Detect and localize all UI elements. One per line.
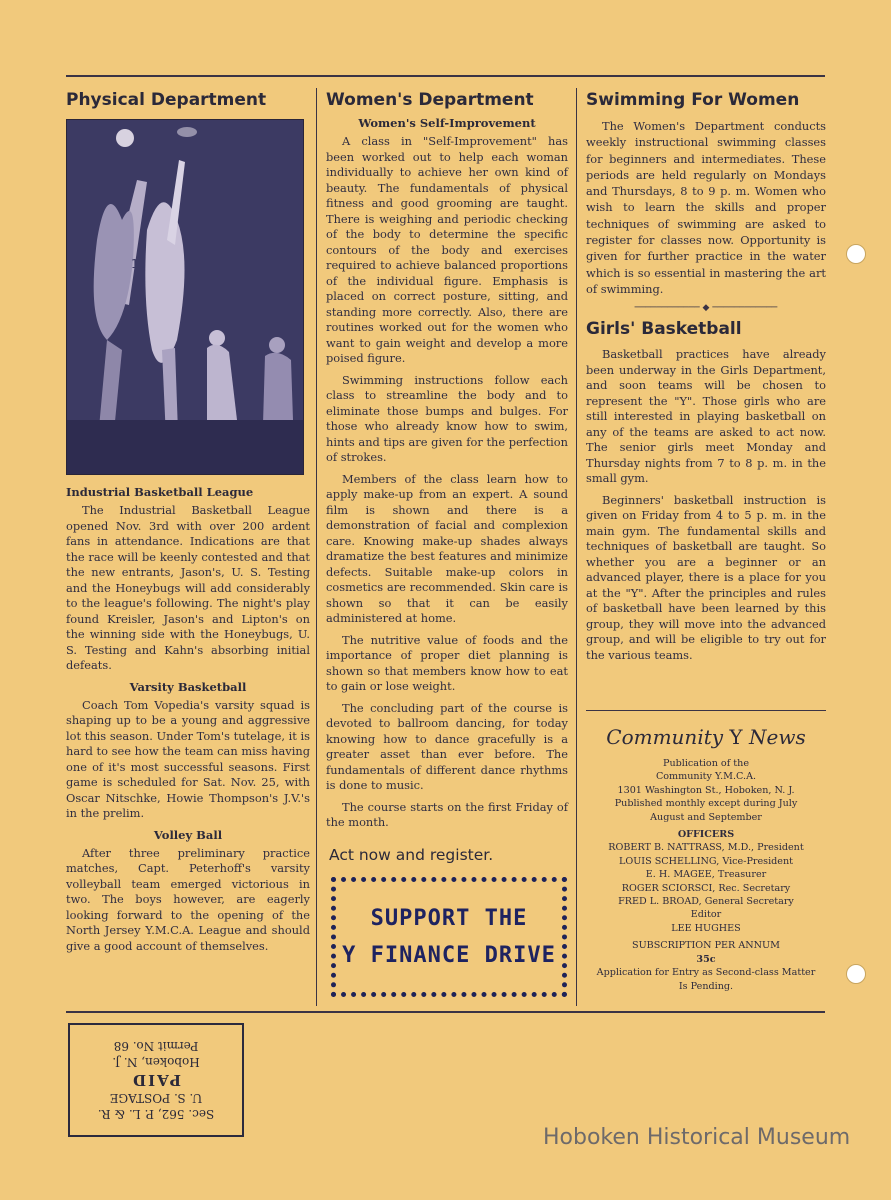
masthead-rule xyxy=(586,710,826,711)
physical-department-column xyxy=(66,90,310,960)
finance-drive-line-1: SUPPORT THE xyxy=(370,906,528,931)
postage-permit-box xyxy=(68,1023,244,1137)
womens-paragraph-4: The nutritive value of foods and the importance of proper diet planning is shown so that members know how to eat to gain or lose weight. xyxy=(326,632,568,693)
entry-notice-2: Is Pending. xyxy=(678,980,734,992)
womens-heading: Women's Department xyxy=(326,90,534,110)
publication-of: Publication of the xyxy=(662,758,750,769)
varsity-subhead: Varsity Basketball xyxy=(129,679,247,694)
organization-address: 1301 Washington St., Hoboken, N. J. xyxy=(617,784,795,796)
editor-name: LEE HUGHES xyxy=(671,922,741,934)
top-rule xyxy=(66,75,825,77)
womens-department-column xyxy=(326,90,568,837)
finance-drive-box xyxy=(331,877,567,997)
publishing-schedule-1: Published monthly except during July xyxy=(614,798,798,810)
masthead-title-part3: News xyxy=(748,725,806,749)
officer-3: E. H. MAGEE, Treasurer xyxy=(645,869,767,881)
womens-paragraph-2: Swimming instructions follow each class to streamline the body and to eliminate those bumps and bulges. For those who already know how to swim, hints and tips are given for the perfection of strokes. xyxy=(326,372,568,464)
womens-paragraph-3: Members of the class learn how to apply make-up from an expert. A sound film is shown and there is a demonstration of facial and complexion care. Knowing make-up shades always dramatize the best features and minimize defects. Suitable make-up colors in cosmetics are recommended. Skin care is shown so that it can be easily administered at home. xyxy=(326,471,568,625)
volley-subhead: Volley Ball xyxy=(153,827,223,842)
physical-heading: Physical Department xyxy=(66,90,267,110)
masthead-title-part1: Community xyxy=(606,725,724,749)
postage-line-1: Sec. 562, P. L. & R. xyxy=(97,1107,215,1121)
postage-line-4: Hoboken, N. J. xyxy=(112,1055,200,1069)
punch-hole-bottom xyxy=(846,964,866,984)
girls-paragraph-1: Basketball practices have already been underway in the Girls Department, and soon teams will be chosen to represent the "Y". Those girls who are still interested in playing basketball on any of the teams are asked to act now. The senior girls meet Monday and Thursday nights from 7 to 8 p. m. in the small gym. xyxy=(586,347,826,486)
self-improvement-subhead: Women's Self-Improvement xyxy=(358,116,536,130)
column-divider-1 xyxy=(316,88,317,1006)
editor-label: Editor xyxy=(690,909,722,921)
postage-line-5: Permit No. 68 xyxy=(113,1039,199,1053)
officer-5: FRED L. BROAD, General Secretary xyxy=(618,896,794,908)
subscription-label: SUBSCRIPTION PER ANNUM xyxy=(632,940,780,952)
publishing-schedule-2: August and September xyxy=(650,811,762,823)
svg-text:15: 15 xyxy=(131,257,147,271)
league-text: The Industrial Basketball League opened Nov. 3rd with over 200 ardent fans in attendance. Indications are that the race will be keenly contested and that the new entrants, Jason's, U. S. Testing and the Honeybugs will add considerably to the league's following. The night's play found Kreisler, Jason's and Lipton's on the winning side with the Honeybugs, U. S. Testing and Kahn's absorbing initial defeats. xyxy=(66,503,310,672)
masthead-block xyxy=(586,710,826,993)
officer-4: ROGER SCIORSCI, Rec. Secretary xyxy=(621,882,791,894)
finance-drive-line-2: Y FINANCE DRIVE xyxy=(342,943,556,968)
museum-watermark: Hoboken Historical Museum xyxy=(543,1125,851,1150)
right-column xyxy=(586,90,826,669)
subscription-price: 35c xyxy=(696,953,716,965)
womens-paragraph-5: The concluding part of the course is devoted to ballroom dancing, for today knowing how to dance gracefully is a greater asset than ever before. The fundamentals of different dance rhythms is done to music. xyxy=(326,700,568,792)
womens-paragraph-1: A class in "Self-Improvement" has been worked out to help each woman individually to achieve her own kind of beauty. The fundamentals of physical fitness and good grooming are taught. There is weighing and periodic checking of the body to determine the specific contours of the body and exercises required to achieve balanced proportions of the individual figure. Emphasis is placed on correct posture, sitting, and standing more correctly. Also, there are routines worked out for the women who want to gain weight and develop a more poised figure. xyxy=(326,134,568,365)
bottom-rule xyxy=(66,1011,825,1013)
entry-notice-1: Application for Entry as Second-class Matter xyxy=(596,967,816,979)
varsity-text: Coach Tom Vopedia's varsity squad is shaping up to be a young and aggressive lot this season. Under Tom's tutelage, it is hard to see how the team can miss having one of it's most successful seasons. First game is scheduled for Sat. Nov. 25, with Oscar Nitschke, Howie Thompson's J.V.'s in the prelim. xyxy=(66,697,310,820)
swimming-text: The Women's Department conducts weekly instructional swimming classes for beginners and intermediates. These periods are held regularly on Mondays and Thursdays, 8 to 9 p. m. Women who wish to learn the skills and proper techniques of swimming are asked to register for classes now. Opportunity is given for further practice in the water which is so essential in mastering the art of swimming. xyxy=(586,119,826,296)
organization-name: Community Y.M.C.A. xyxy=(655,771,757,783)
swimming-heading: Swimming For Women xyxy=(586,90,800,110)
girls-paragraph-2: Beginners' basketball instruction is given on Friday from 4 to 5 p. m. in the main gym. The fundamental skills and techniques of basketball are taught. So whether you are a beginner or an advanced player, there is a place for you at the "Y". After the principles and rules of basketball have been learned by this group, they will move into the advanced group, and will be eligible to try out for the various teams. xyxy=(586,492,826,662)
volley-text: After three preliminary practice matches, Capt. Peterhoff's varsity volleyball team emerged victorious in two. The boys however, are eagerly looking forward to the opening of the North Jersey Y.M.C.A. League and should give a good account of themselves. xyxy=(66,845,310,953)
officer-2: LOUIS SCHELLING, Vice-President xyxy=(618,855,794,867)
basketball-photo-illustration xyxy=(67,120,303,474)
womens-paragraph-6: The course starts on the first Friday of the month. xyxy=(326,799,568,829)
officer-1: ROBERT B. NATTRASS, M.D., President xyxy=(608,842,804,854)
masthead-title-part2: Y xyxy=(729,725,743,749)
postage-line-2: U. S. POSTAGE xyxy=(109,1091,203,1105)
punch-hole-top xyxy=(846,244,866,264)
postage-paid: PAID xyxy=(131,1071,181,1089)
girls-basketball-heading: Girls' Basketball xyxy=(586,319,742,340)
officers-label: OFFICERS xyxy=(677,829,735,841)
league-subhead: Industrial Basketball League xyxy=(66,485,254,499)
masthead-title xyxy=(586,725,826,749)
basketball-photo xyxy=(66,119,304,475)
act-now-callout: Act now and register. xyxy=(329,846,494,864)
column-divider-2 xyxy=(576,88,577,1006)
section-separator: ──────────── ◆ ──────────── xyxy=(634,303,778,314)
